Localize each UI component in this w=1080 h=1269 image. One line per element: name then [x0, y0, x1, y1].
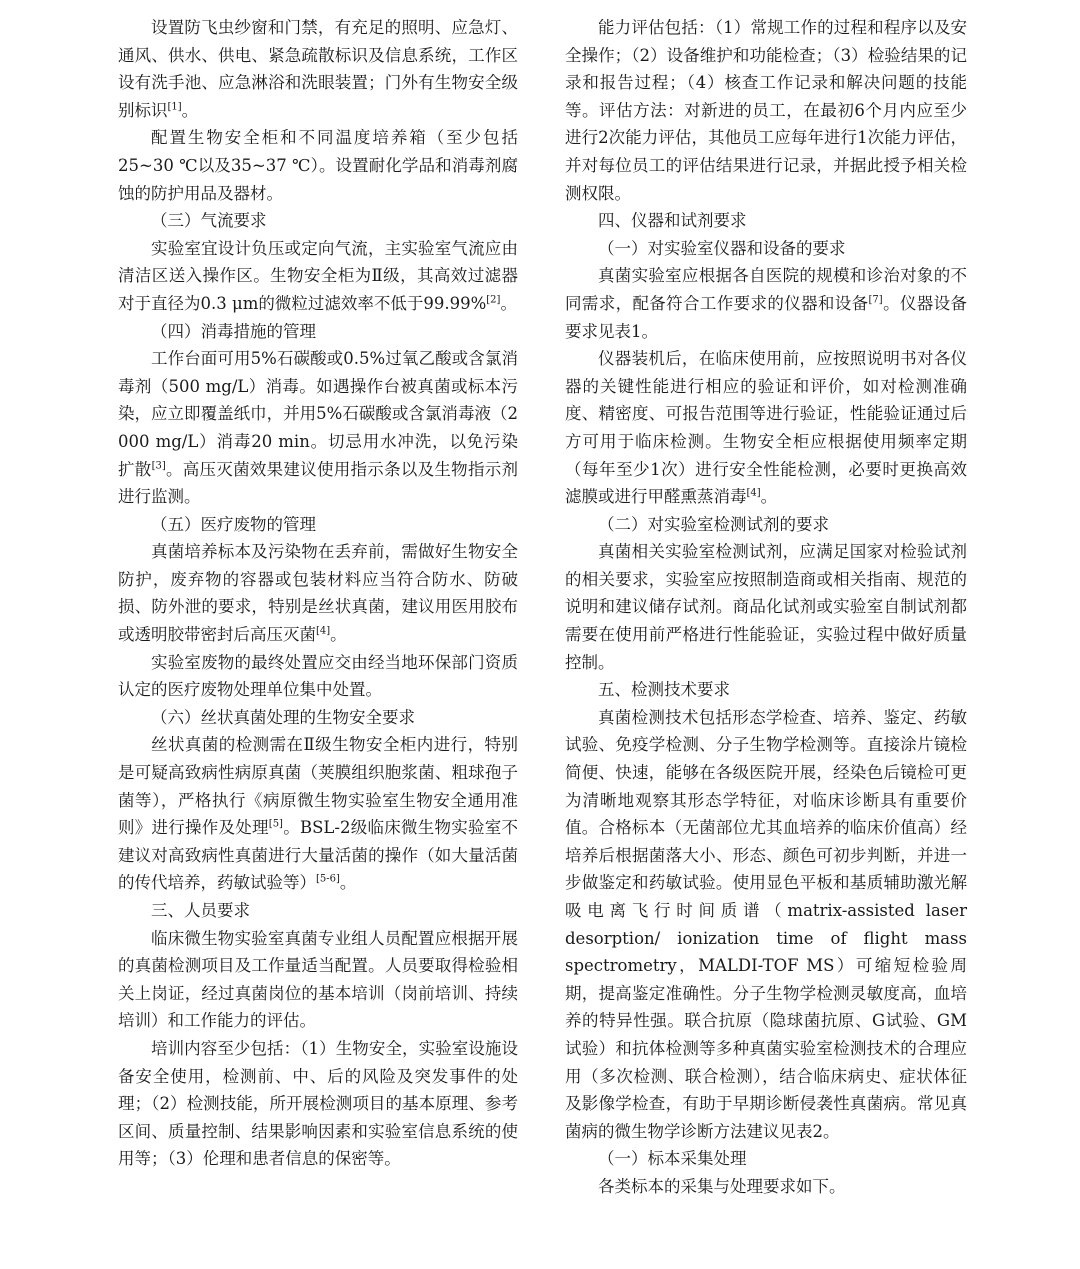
section-heading-filamentous-fungi: （六）丝状真菌处理的生物安全要求 — [151, 707, 415, 727]
section-heading-personnel: 三、人员要求 — [151, 901, 250, 920]
paragraph-techniques: 真菌检测技术包括形态学检查、培养、鉴定、药敏试验、免疫学检测、分子生物学检测等。直接涂片镜检简便、快速，能够在各级医院开展，经染色后镜检可更为清晰地观察其形态学特征，对临床诊断具有重要价值。合格标本（无菌部位尤其血培养的临床价值高）经培养后根据菌落大小、形态、颜色可初步判断，并进一步做鉴定和药敏试验。使用显色平板和基质辅助激光解吸电离飞行时间质谱（matrix-assisted laser desorption/ ionization time of flight mass spectrometry，MALDI-TOF MS）可缩短检验周期，提高鉴定准确性。分子生物学检测灵敏度高，血培养的特异性强。联合抗原（隐球菌抗原、G试验、GM试验）和抗体检测等多种真菌实验室检测技术的合理应用（多次检测、联合检测），结合临床病史、症状体征及影像学检查，有助于早期诊断侵袭性真菌病。常见真菌病的微生物学诊断方法建议见表2。 — [565, 707, 967, 1141]
paragraph-specimen: 各类标本的采集与处理要求如下。 — [598, 1176, 846, 1196]
citation-ref: [5-6] — [316, 873, 340, 885]
paragraph-biosafety-cabinet: 配置生物安全柜和不同温度培养箱（至少包括25~30 ℃以及35~37 ℃）。设置耐化学品和消毒剂腐蚀的防护用品及器材。 — [118, 128, 518, 203]
section-heading-instruments: 四、仪器和试剂要求 — [598, 211, 747, 231]
section-heading-reagents: （二）对实验室检测试剂的要求 — [598, 514, 829, 534]
section-heading-medical-waste: （五）医疗废物的管理 — [151, 514, 316, 534]
paragraph-equipment: 真菌实验室应根据各自医院的规模和诊治对象的不同需求，配备符合工作要求的仪器和设备[7]。仪器设备要求见表1。 — [565, 266, 968, 341]
citation-ref: [1] — [167, 101, 182, 113]
paragraph-waste-disposal: 实验室废物的最终处置应交由经当地环保部门资质认定的医疗废物处理单位集中处置。 — [118, 652, 518, 700]
section-heading-techniques: 五、检测技术要求 — [598, 680, 730, 700]
paragraph-competency: 能力评估包括：（1）常规工作的过程和程序以及安全操作；（2）设备维护和功能检查；（3）检验结果的记录和报告过程；（4）核查工作记录和解决问题的技能等。评估方法：对新进的员工，在最初6个月内应至少进行2次能力评估，其他员工应每年进行1次能力评估，并对每位员工的评估结果进行记录，并据此授予相关检测权限。 — [565, 18, 967, 203]
paragraph-medical-waste: 真菌培养标本及污染物在丢弃前，需做好生物安全防护，废弃物的容器或包装材料应当符合防水、防破损、防外泄的要求，特别是丝状真菌，建议用医用胶布或透明胶带密封后高压灭菌[4]。 — [118, 542, 518, 645]
citation-ref: [7] — [868, 294, 883, 306]
paragraph-disinfection: 工作台面可用5%石碳酸或0.5%过氧乙酸或含氯消毒剂（500 mg/L）消毒。如遇操作台被真菌或标本污染，应立即覆盖纸巾，并用5%石碳酸或含氯消毒液（2 000 mg/L）消毒20 min。切忌用水冲洗，以免污染扩散[3]。高压灭菌效果建议使用指示条以及生物指示剂进行监测。 — [118, 349, 519, 507]
section-heading-disinfection: （四）消毒措施的管理 — [151, 321, 316, 341]
paragraph-personnel: 临床微生物实验室真菌专业组人员配置应根据开展的真菌检测项目及工作量适当配置。人员要取得检验相关上岗证，经过真菌岗位的基本培训（岗前培训、持续培训）和工作能力的评估。 — [118, 928, 518, 1031]
left-column — [118, 14, 518, 1173]
citation-ref: [4] — [746, 487, 761, 499]
citation-ref: [3] — [151, 460, 166, 471]
right-column — [565, 14, 967, 1201]
section-heading-equipment: （一）对实验室仪器和设备的要求 — [598, 238, 846, 258]
citation-ref: [4] — [316, 625, 331, 637]
citation-ref: [5] — [268, 818, 283, 830]
section-heading-specimen: （一）标本采集处理 — [598, 1149, 747, 1169]
paragraph-reagents: 真菌相关实验室检测试剂，应满足国家对检验试剂的相关要求，实验室应按照制造商或相关指南、规范的说明和建议储存试剂。商品化试剂或实验室自制试剂都需要在使用前严格进行性能验证，实验过程中做好质量控制。 — [565, 542, 967, 672]
citation-ref: [2] — [486, 294, 501, 306]
paragraph-instrument-validation: 仪器装机后，在临床使用前，应按照说明书对各仪器的关键性能进行相应的验证和评价，如对检测准确度、精密度、可报告范围等进行验证，性能验证通过后方可用于临床检测。生物安全柜应根据使用频率定期（每年至少1次）进行安全性能检测，必要时更换高效滤膜或进行甲醛熏蒸消毒[4]。 — [565, 349, 967, 507]
paragraph-filamentous-fungi: 丝状真菌的检测需在Ⅱ级生物安全柜内进行，特别是可疑高致病性病原真菌（荚膜组织胞浆菌、粗球孢子菌等），严格执行《病原微生物实验室生物安全通用准则》进行操作及处理[5]。BSL-2级临床微生物实验室不建议对高致病性真菌进行大量活菌的操作（如大量活菌的传代培养，药敏试验等）[5-6]。 — [118, 735, 518, 893]
paragraph-lab-facilities: 设置防飞虫纱窗和门禁，有充足的照明、应急灯、通风、供水、供电、紧急疏散标识及信息系统，工作区设有洗手池、应急淋浴和洗眼装置；门外有生物安全级别标识[1]。 — [118, 18, 518, 120]
paragraph-training: 培训内容至少包括：（1）生物安全，实验室设施设备安全使用，检测前、中、后的风险及突发事件的处理；（2）检测技能，所开展检测项目的基本原理、参考区间、质量控制、结果影响因素和实验室信息系统的使用等；（3）伦理和患者信息的保密等。 — [118, 1038, 518, 1169]
section-heading-airflow: （三）气流要求 — [151, 211, 267, 231]
paragraph-airflow: 实验室宜设计负压或定向气流，主实验室气流应由清洁区送入操作区。生物安全柜为Ⅱ级，其高效过滤器对于直径为0.3 μm的微粒过滤效率不低于99.99%[2]。 — [118, 238, 518, 313]
